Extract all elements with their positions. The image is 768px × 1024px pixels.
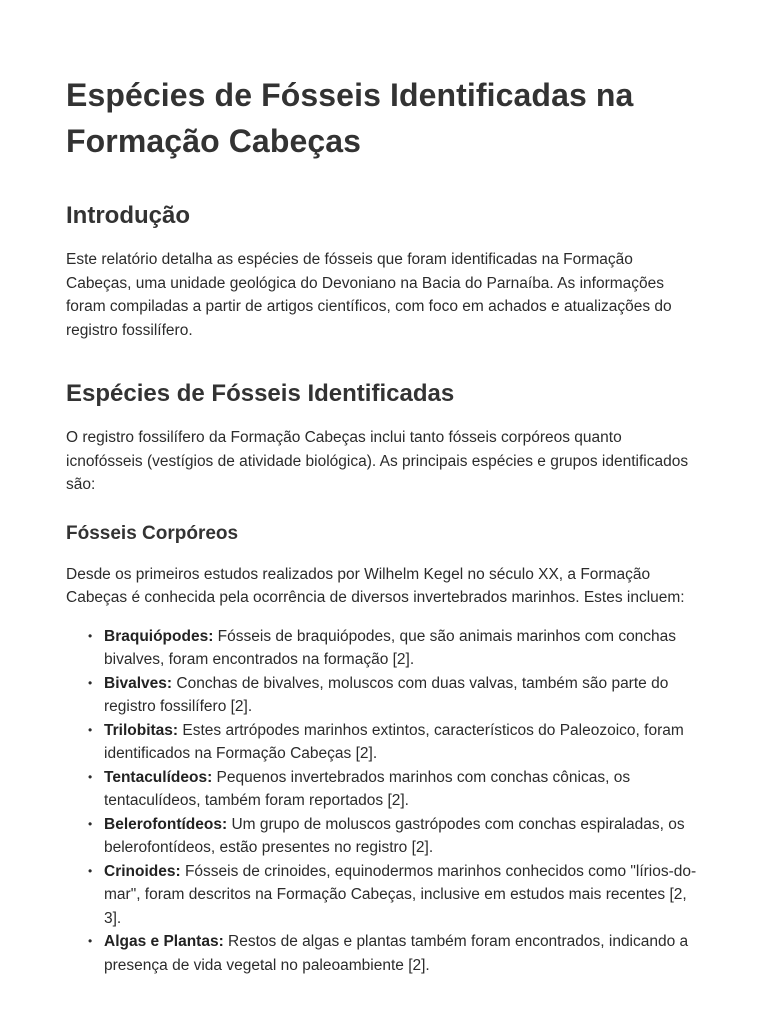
bullet-icon: • xyxy=(88,769,93,784)
list-item-description: Um grupo de moluscos gastrópodes com conchas espiraladas, os belerofontídeos, estão presentes no registro [2]. xyxy=(104,815,685,856)
list-item xyxy=(88,813,702,860)
list-item-term: Bivalves: xyxy=(104,674,173,692)
list-item-description: Conchas de bivalves, moluscos com duas valvas, também são parte do registro fossilífero [2]. xyxy=(104,674,669,715)
bullet-icon: • xyxy=(88,816,93,831)
body-fossils-heading: Fósseis Corpóreos xyxy=(66,522,239,544)
list-item xyxy=(88,930,702,977)
page-title: Espécies de Fósseis Identificadas na Formação Cabeças xyxy=(66,77,634,159)
list-item-term: Belerofontídeos: xyxy=(104,815,228,833)
list-item-term: Tentaculídeos: xyxy=(104,768,213,786)
fossil-list xyxy=(66,625,702,978)
bullet-icon: • xyxy=(88,722,93,737)
species-paragraph: O registro fossilífero da Formação Cabeças inclui tanto fósseis corpóreos quanto icnofósseis (vestígios de atividade biológica). As principais espécies e grupos identificados são: xyxy=(66,429,689,493)
list-item-term: Crinoides: xyxy=(104,862,181,880)
list-item xyxy=(88,860,702,931)
species-heading: Espécies de Fósseis Identificadas xyxy=(66,380,455,407)
list-item xyxy=(88,719,702,766)
list-item xyxy=(88,766,702,813)
bullet-icon: • xyxy=(88,863,93,878)
list-item-description: Fósseis de crinoides, equinodermos marinhos conhecidos como "lírios-do-mar", foram descritos na Formação Cabeças, inclusive em estudos mais recentes [2, 3]. xyxy=(104,862,697,927)
bullet-icon: • xyxy=(88,675,93,690)
list-item xyxy=(88,625,702,672)
bullet-icon: • xyxy=(88,934,93,948)
list-item-term: Trilobitas: xyxy=(104,721,179,739)
list-item-term: Braquiópodes: xyxy=(104,627,214,645)
intro-paragraph: Este relatório detalha as espécies de fósseis que foram identificadas na Formação Cabeças, uma unidade geológica do Devoniano na Bacia do Parnaíba. As informações foram compiladas a partir de artigos científicos, com foco em achados e atualizações do registro fossilífero. xyxy=(66,251,672,339)
list-item-description: Estes artrópodes marinhos extintos, característicos do Paleozoico, foram identificados na Formação Cabeças [2]. xyxy=(104,721,684,762)
list-item xyxy=(88,672,702,719)
list-item-description: Fósseis de braquiópodes, que são animais marinhos com conchas bivalves, foram encontrados na formação [2]. xyxy=(104,627,677,668)
list-item-description: Pequenos invertebrados marinhos com conchas cônicas, os tentaculídeos, também foram reportados [2]. xyxy=(104,768,631,809)
list-item-description: Restos de algas e plantas também foram encontrados, indicando a presença de vida vegetal no paleoambiente [2]. xyxy=(104,933,689,974)
intro-heading: Introdução xyxy=(66,202,190,229)
body-fossils-paragraph: Desde os primeiros estudos realizados por Wilhelm Kegel no século XX, a Formação Cabeças é conhecida pela ocorrência de diversos invertebrados marinhos. Estes incluem: xyxy=(66,565,685,606)
list-item-term: Algas e Plantas: xyxy=(104,933,224,950)
bullet-icon: • xyxy=(88,628,93,643)
